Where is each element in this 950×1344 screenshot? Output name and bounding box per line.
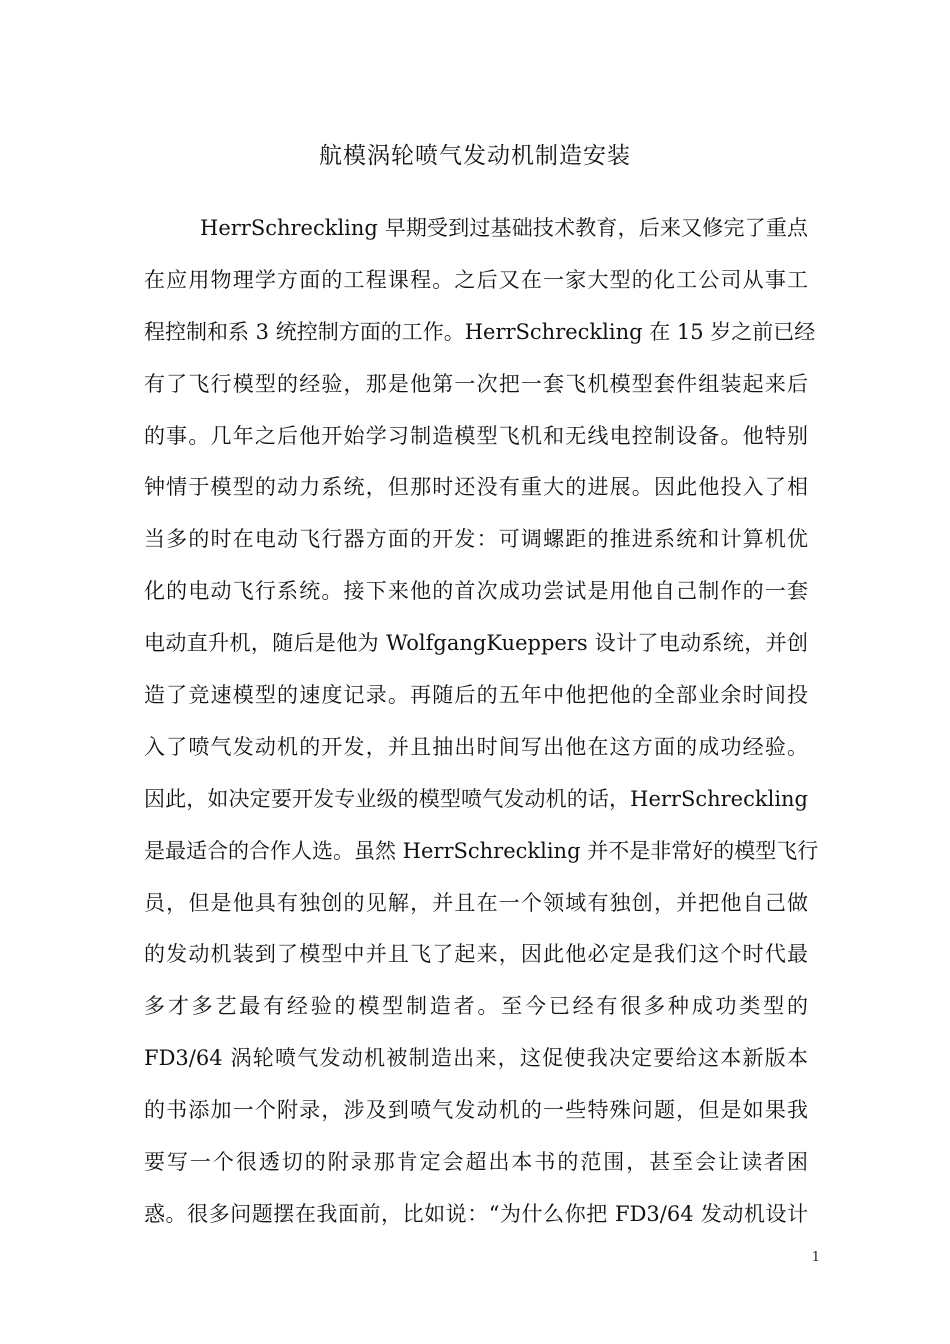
text-line: FD3/64 涡轮喷气发动机被制造出来，这促使我决定要给这本新版本 bbox=[144, 1046, 808, 1071]
text-line: 惑。很多问题摆在我面前，比如说：“为什么你把 FD3/64 发动机设计 bbox=[144, 1201, 808, 1226]
text-line: 的书添加一个附录，涉及到喷气发动机的一些特殊问题，但是如果我 bbox=[144, 1098, 808, 1123]
text-line: 在应用物理学方面的工程课程。之后又在一家大型的化工公司从事工 bbox=[144, 267, 808, 292]
text-line: 造了竞速模型的速度记录。再随后的五年中他把他的全部业余时间投 bbox=[144, 683, 808, 708]
document-title: 航模涡轮喷气发动机制造安装 bbox=[319, 143, 631, 169]
text-line: 有了飞行模型的经验，那是他第一次把一套飞机模型套件组装起来后 bbox=[144, 371, 808, 396]
text-line: 钟情于模型的动力系统，但那时还没有重大的进展。因此他投入了相 bbox=[144, 475, 808, 500]
text-line: 化的电动飞行系统。接下来他的首次成功尝试是用他自己制作的一套 bbox=[144, 579, 808, 604]
text-line: 员，但是他具有独创的见解，并且在一个领域有独创，并把他自己做 bbox=[144, 890, 808, 915]
page-number: 1 bbox=[811, 1250, 820, 1265]
text-line: 多才多艺最有经验的模型制造者。至今已经有很多种成功类型的 bbox=[144, 994, 808, 1019]
text-line: 的发动机装到了模型中并且飞了起来，因此他必定是我们这个时代最 bbox=[144, 942, 808, 967]
text-line: 因此，如决定要开发专业级的模型喷气发动机的话，HerrSchreckling bbox=[144, 786, 808, 811]
text-line: 电动直升机，随后是他为 WolfgangKueppers 设计了电动系统，并创 bbox=[144, 631, 808, 656]
text-line: 入了喷气发动机的开发，并且抽出时间写出他在这方面的成功经验。 bbox=[144, 734, 808, 759]
text-line: HerrSchreckling 早期受到过基础技术教育，后来又修完了重点 bbox=[200, 216, 808, 240]
text-line: 的事。几年之后他开始学习制造模型飞机和无线电控制设备。他特别 bbox=[144, 423, 808, 448]
body-paragraph bbox=[144, 210, 819, 1248]
text-line: 要写一个很透切的附录那肯定会超出本书的范围，甚至会让读者困 bbox=[144, 1150, 808, 1175]
text-line: 是最适合的合作人选。虽然 HerrSchreckling 并不是非常好的模型飞行 bbox=[144, 838, 819, 863]
text-line: 当多的时在电动飞行器方面的开发：可调螺距的推进系统和计算机优 bbox=[144, 527, 808, 552]
text-line: 程控制和系 3 统控制方面的工作。HerrSchreckling 在 15 岁之前已经 bbox=[144, 319, 816, 344]
